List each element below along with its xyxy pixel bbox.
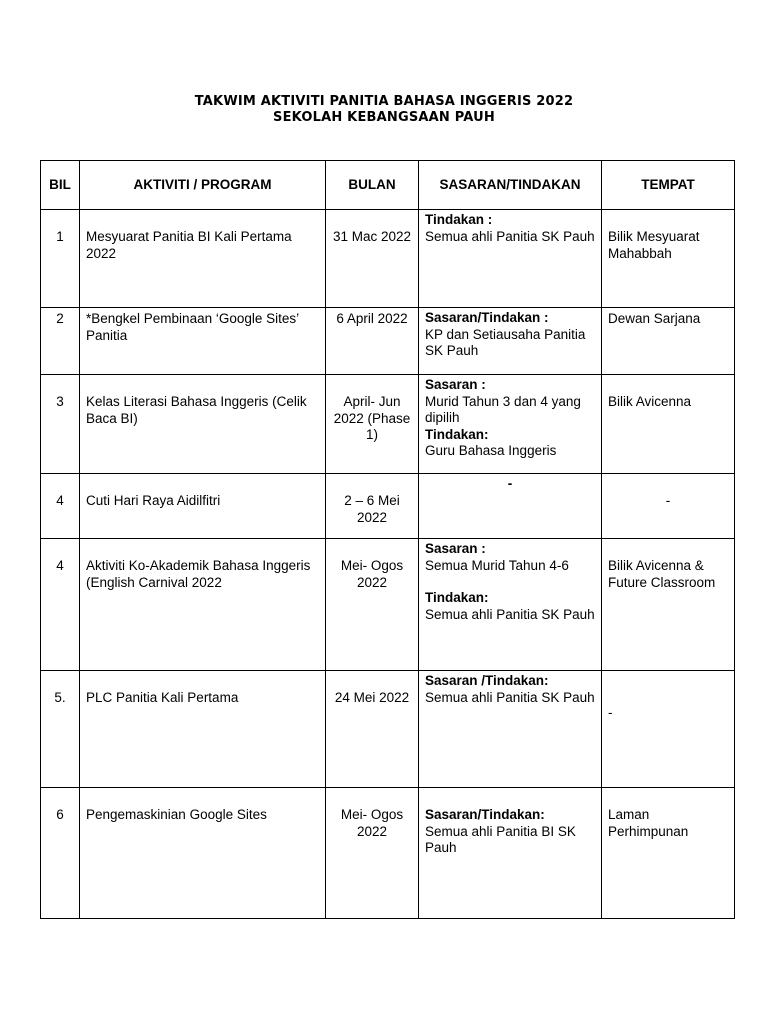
cell-tempat: - <box>602 474 735 539</box>
tindakan-label: Tindakan : <box>425 212 493 227</box>
cell-bulan: 2 – 6 Mei 2022 <box>326 474 419 539</box>
column-header-tempat: TEMPAT <box>602 161 735 210</box>
cell-bulan: Mei- Ogos 2022 <box>326 539 419 671</box>
cell-tempat: Dewan Sarjana <box>602 308 735 375</box>
table-row <box>41 308 735 375</box>
header-row <box>41 161 735 210</box>
cell-sasaran <box>419 308 602 375</box>
cell-aktiviti: Kelas Literasi Bahasa Inggeris (Celik Baca BI) <box>80 375 326 474</box>
cell-aktiviti: *Bengkel Pembinaan ‘Google Sites’ Panitia <box>80 308 326 375</box>
tindakan-label: Tindakan: <box>425 426 489 442</box>
cell-tempat: - <box>602 671 735 788</box>
table-row <box>41 210 735 308</box>
column-header-bil: BIL <box>41 161 80 210</box>
cell-aktiviti: Pengemaskinian Google Sites <box>80 788 326 919</box>
table-row <box>41 375 735 474</box>
sasaran-tindakan-text: Semua ahli Panitia SK Pauh <box>425 689 595 705</box>
sasaran-text: Murid Tahun 3 dan 4 yang dipilih <box>425 393 581 425</box>
sasaran-text: Semua Murid Tahun 4-6 <box>425 557 569 573</box>
cell-bil: 3 <box>41 375 80 474</box>
sasaran-tindakan-text: Semua ahli Panitia BI SK Pauh <box>425 823 576 855</box>
cell-bil: 6 <box>41 788 80 919</box>
cell-bulan: 6 April 2022 <box>326 308 419 375</box>
cell-bulan: Mei- Ogos 2022 <box>326 788 419 919</box>
cell-sasaran <box>419 671 602 788</box>
cell-sasaran <box>419 539 602 671</box>
table-row <box>41 539 735 671</box>
cell-bil: 1 <box>41 210 80 308</box>
cell-aktiviti: Mesyuarat Panitia BI Kali Pertama 2022 <box>80 210 326 308</box>
table-row <box>41 788 735 919</box>
column-header-sasaran: SASARAN/TINDAKAN <box>419 161 602 210</box>
cell-aktiviti: Cuti Hari Raya Aidilfitri <box>80 474 326 539</box>
sasaran-tindakan-label: Sasaran /Tindakan: <box>425 673 549 688</box>
cell-tempat: Bilik Mesyuarat Mahabbah <box>602 210 735 308</box>
cell-tempat: Bilik Avicenna <box>602 375 735 474</box>
cell-tempat: Laman Perhimpunan <box>602 788 735 919</box>
column-header-aktiviti: AKTIVITI / PROGRAM <box>80 161 326 210</box>
cell-sasaran: - <box>419 474 602 539</box>
table-row <box>41 671 735 788</box>
cell-sasaran <box>419 788 602 919</box>
table-row <box>41 474 735 539</box>
tindakan-text: Semua ahli Panitia SK Pauh <box>425 228 595 244</box>
cell-tempat: Bilik Avicenna & Future Classroom <box>602 539 735 671</box>
cell-aktiviti: PLC Panitia Kali Pertama <box>80 671 326 788</box>
tindakan-text: Semua ahli Panitia SK Pauh <box>425 606 595 622</box>
cell-sasaran <box>419 210 602 308</box>
document-title: TAKWIM AKTIVITI PANITIA BAHASA INGGERIS 2022 <box>194 94 574 109</box>
cell-bil: 4 <box>41 539 80 671</box>
column-header-bulan: BULAN <box>326 161 419 210</box>
spacer <box>425 574 595 590</box>
cell-bulan: 31 Mac 2022 <box>326 210 419 308</box>
sasaran-label: Sasaran : <box>425 377 486 392</box>
cell-bil: 5. <box>41 671 80 788</box>
cell-sasaran <box>419 375 602 474</box>
tindakan-label: Tindakan: <box>425 590 489 605</box>
sasaran-label: Sasaran : <box>425 541 486 556</box>
document-subtitle: SEKOLAH KEBANGSAAN PAUH <box>273 110 495 125</box>
sasaran-tindakan-text: KP dan Setiausaha Panitia SK Pauh <box>425 326 586 358</box>
cell-bil: 4 <box>41 474 80 539</box>
cell-bil: 2 <box>41 308 80 375</box>
tindakan-text: Guru Bahasa Inggeris <box>425 443 557 458</box>
sasaran-tindakan-label: Sasaran/Tindakan : <box>425 310 549 325</box>
cell-bulan: 24 Mei 2022 <box>326 671 419 788</box>
cell-bulan: April- Jun 2022 (Phase 1) <box>326 375 419 474</box>
activity-table <box>40 160 735 919</box>
cell-aktiviti: Aktiviti Ko-Akademik Bahasa Inggeris (English Carnival 2022 <box>80 539 326 671</box>
sasaran-tindakan-label: Sasaran/Tindakan: <box>425 807 545 822</box>
